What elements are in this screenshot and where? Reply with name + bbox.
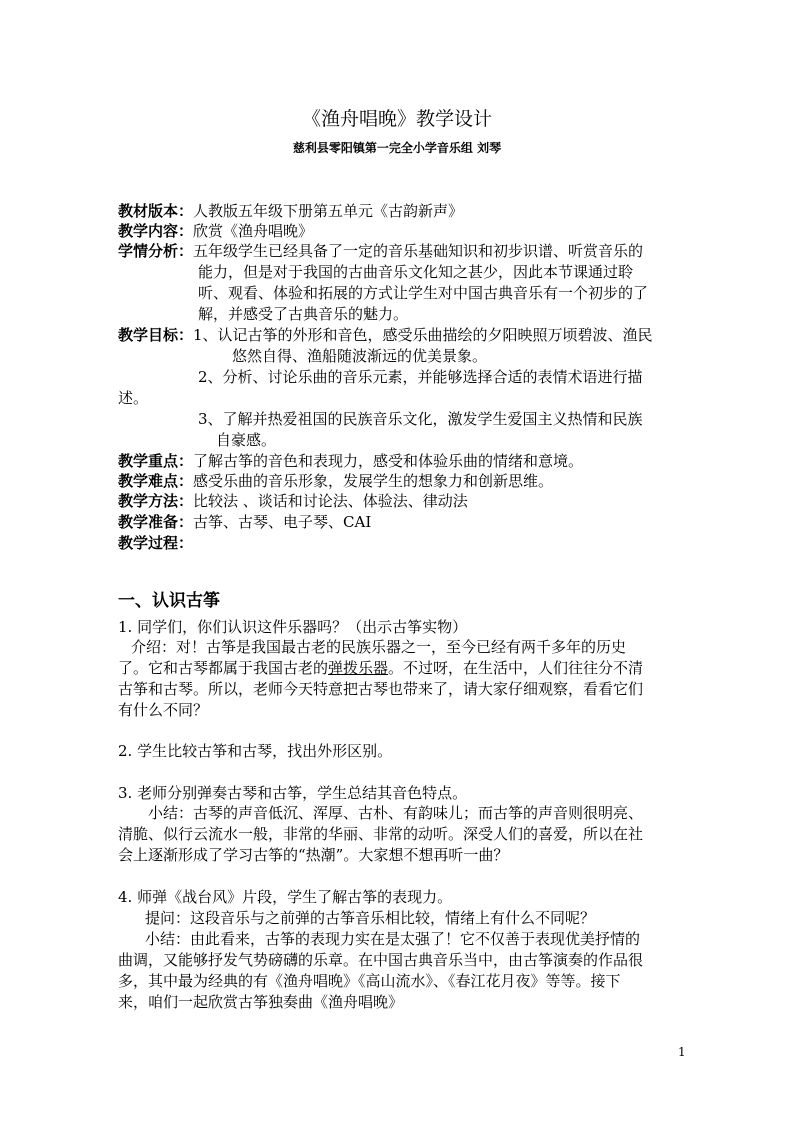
goal-1-cont: 悠然自得、渔船随波渐远的优美景象。: [232, 347, 488, 365]
process-label: 教学过程：: [118, 534, 194, 552]
document-title: 《渔舟唱晚》教学设计: [301, 108, 492, 130]
content-label: 教学内容：: [118, 222, 194, 240]
goal-2-cont: 述。: [118, 389, 149, 407]
author-line: 慈利县零阳镇第一完全小学音乐组 刘琴: [292, 141, 502, 155]
analysis-label: 学情分析：: [118, 242, 194, 260]
difficulty-label: 教学难点：: [118, 472, 194, 490]
prep-value: 古筝、古琴、电子琴、CAI: [193, 513, 372, 531]
analysis-line: 解，并感受了古典音乐的魅力。: [198, 305, 409, 323]
prep-label: 教学准备：: [118, 513, 194, 531]
goal-3: 3、了解并热爱祖国的民族音乐文化，激发学生爱国主义热情和民族: [198, 410, 643, 428]
content-value: 欣赏《渔舟唱晚》: [193, 222, 314, 240]
edition-value: 人教版五年级下册第五单元《古韵新声》: [193, 202, 464, 220]
analysis-line: 听、观看、体验和拓展的方式让学生对中国古典音乐有一个初步的了: [198, 284, 649, 302]
goal-1: 1、认记古筝的外形和音色，感受乐曲描绘的夕阳映照万顷碧波、渔民: [193, 326, 653, 344]
item-4-line: 曲调，又能够抒发气势磅礴的乐章。在中国古典音乐当中，由古筝演奏的作品很: [118, 951, 644, 969]
method-label: 教学方法：: [118, 492, 194, 510]
content-row: [118, 222, 313, 241]
page-number: 1: [678, 1045, 686, 1059]
analysis-row: [118, 242, 643, 261]
item-3-line: 清脆、似行云流水一般，非常的华丽、非常的动听。深受人们的喜爱，所以在社: [118, 825, 644, 843]
goals-row: [118, 326, 653, 345]
text-span: 。不过呀，在生活中，人们往往分不清: [388, 659, 644, 677]
difficulty-row: [118, 472, 553, 491]
item-4: 4. 师弹《战台风》片段，学生了解古筝的表现力。: [118, 888, 453, 906]
method-value: 比较法 、谈话和讨论法、体验法、律动法: [193, 492, 468, 510]
item-1-line: 古筝和古琴。所以，老师今天特意把古琴也带来了，请大家仔细观察，看看它们: [118, 680, 644, 698]
goal-3-cont: 自豪感。: [216, 431, 277, 449]
item-4-question: 提问：这段音乐与之前弹的古筝音乐相比较，情绪上有什么不同呢？: [145, 909, 596, 927]
difficulty-value: 感受乐曲的音乐形象，发展学生的想象力和创新思维。: [193, 472, 554, 490]
process-row: [118, 534, 193, 553]
item-3-summary: 小结：古琴的声音低沉、浑厚、古朴、有韵味儿；而古筝的声音则很明亮、: [148, 804, 644, 822]
item-1-line: [118, 658, 643, 678]
item-1-line: 有什么不同？: [118, 701, 209, 719]
method-row: [118, 492, 468, 511]
analysis-line: 能力，但是对于我国的古曲音乐文化知之甚少，因此本节课通过聆: [198, 263, 634, 281]
item-1-intro: 介绍：对！古筝是我国最古老的民族乐器之一，至今已经有两千多年的历史: [131, 638, 627, 656]
item-3-line: 会上逐渐形成了学习古筝的“热潮”。大家想不想再听一曲？: [118, 846, 509, 864]
item-4-summary: 小结：由此看来，古筝的表现力实在是太强了！它不仅善于表现优美抒情的: [145, 930, 641, 948]
underlined-term: 弹拨乐器: [328, 659, 389, 677]
goals-label: 教学目标：: [118, 326, 194, 344]
section-heading: 一、认识古筝: [118, 591, 220, 611]
item-4-line: 来，咱们一起欣赏古筝独奏曲《渔舟唱晚》: [118, 993, 404, 1011]
key-label: 教学重点：: [118, 452, 194, 470]
prep-row: [118, 513, 371, 532]
text-span: 了。它和古琴都属于我国古老的: [118, 659, 329, 677]
analysis-line: 五年级学生已经具备了一定的音乐基础知识和初步识谱、听赏音乐的: [193, 242, 644, 260]
edition-row: [118, 202, 463, 221]
key-value: 了解古筝的音色和表现力，感受和体验乐曲的情绪和意境。: [193, 452, 584, 470]
edition-label: 教材版本：: [118, 202, 194, 220]
item-1: 1. 同学们，你们认识这件乐器吗？（出示古筝实物）: [118, 618, 468, 636]
item-3: 3. 老师分别弹奏古琴和古筝，学生总结其音色特点。: [118, 784, 468, 802]
item-2: 2. 学生比较古筝和古琴，找出外形区别。: [118, 742, 393, 760]
item-4-line: 多，其中最为经典的有《渔舟唱晚》《高山流水》、《春江花月夜》等等。接下: [118, 972, 621, 990]
goal-2: 2、分析、讨论乐曲的音乐元素，并能够选择合适的表情术语进行描: [198, 368, 643, 386]
key-row: [118, 452, 583, 471]
